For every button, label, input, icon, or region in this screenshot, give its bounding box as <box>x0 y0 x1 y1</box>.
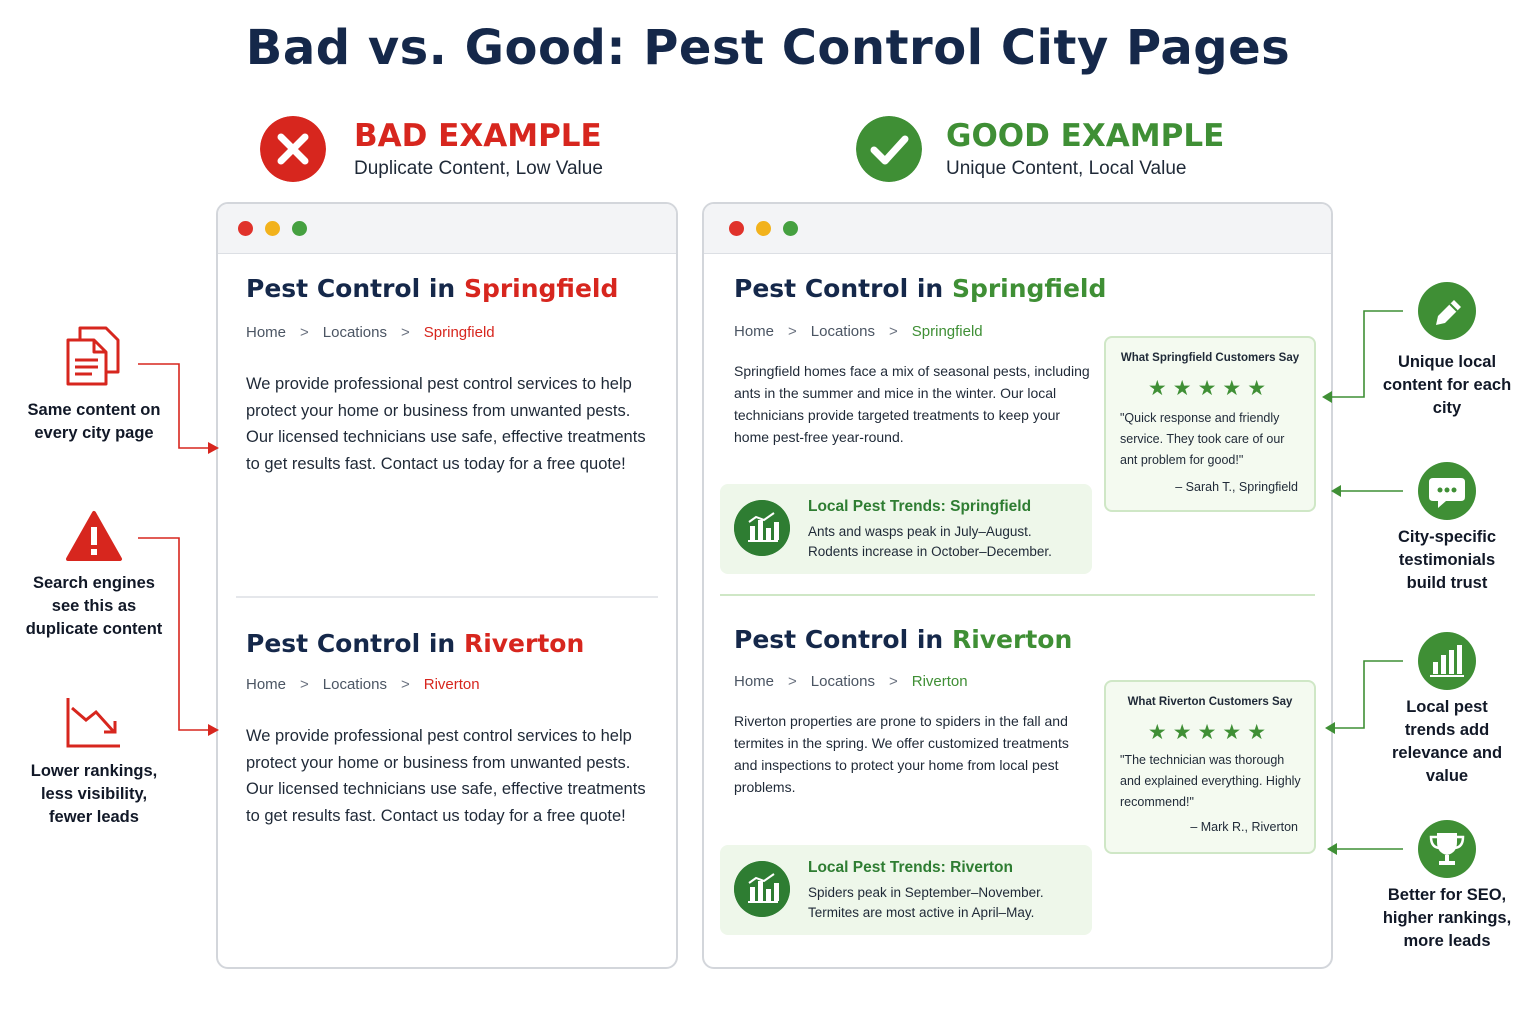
trend-title: Local Pest Trends: Riverton <box>808 859 1013 876</box>
breadcrumb-separator: > <box>788 673 797 690</box>
trend-line: Termites are most active in April–May. <box>808 905 1035 920</box>
trophy-icon <box>1418 820 1476 878</box>
breadcrumb-current[interactable]: Riverton <box>423 676 480 693</box>
testimonial-author: – Mark R., Riverton <box>1190 820 1298 834</box>
testimonial-quote: "The technician was thorough and explained everything. Highly recommend!" <box>1120 753 1301 809</box>
breadcrumb <box>734 323 983 340</box>
trend-line: Ants and wasps peak in July–August. <box>808 524 1032 539</box>
callout-unique-content: Unique local content for each city <box>1382 353 1512 417</box>
callout-lower-rankings: Lower rankings, less visibility, fewer leads <box>30 762 158 826</box>
breadcrumb-current[interactable]: Springfield <box>911 323 983 340</box>
breadcrumb-home[interactable]: Home <box>246 324 287 341</box>
good-city-title-riverton: Pest Control in Riverton <box>734 625 1073 654</box>
bad-example-title: BAD EXAMPLE <box>354 118 602 154</box>
good-body-text: Riverton properties are prone to spiders in the fall and termites in the spring. We offer customized treatments and inspections to protect your home from local pest problems. <box>734 713 1069 795</box>
breadcrumb-home[interactable]: Home <box>246 676 287 693</box>
local-pest-trends-card <box>720 845 1092 935</box>
testimonial-card <box>1104 680 1316 854</box>
breadcrumb-home[interactable]: Home <box>734 673 775 690</box>
callout-duplicate-content: Search engines see this as duplicate content <box>25 574 163 638</box>
section-divider <box>236 596 658 598</box>
breadcrumb-locations[interactable]: Locations <box>810 323 875 340</box>
browser-title-bar <box>704 204 1331 254</box>
breadcrumb-current[interactable]: Springfield <box>423 324 495 341</box>
pencil-icon <box>1418 282 1476 340</box>
testimonial-card <box>1104 336 1316 512</box>
browser-title-bar <box>218 204 676 254</box>
testimonial-heading: What Springfield Customers Say <box>1120 352 1300 364</box>
bad-body-text: We provide professional pest control services to help protect your home or business from unwanted pests. Our licensed technicians use safe, effective treatments to get results fast. Contact us today for a free quote! <box>246 727 646 825</box>
good-body-text: Springfield homes face a mix of seasonal pests, including ants in the summer and mice in the winter. Our local technicians provide targeted treatments to keep your home pest-free year-round. <box>734 363 1090 445</box>
breadcrumb-separator: > <box>401 676 410 693</box>
check-circle-icon <box>856 116 922 182</box>
section-divider <box>720 594 1315 596</box>
breadcrumb-separator: > <box>788 323 797 340</box>
testimonial-quote: "Quick response and friendly service. They took care of our ant problem for good!" <box>1120 411 1285 467</box>
callout-testimonials: City-specific testimonials build trust <box>1397 528 1497 592</box>
testimonial-heading: What Riverton Customers Say <box>1127 696 1293 708</box>
bad-example-subtitle: Duplicate Content, Low Value <box>354 158 603 179</box>
close-window-dot[interactable] <box>729 221 744 236</box>
warning-icon <box>68 513 120 559</box>
trend-line: Spiders peak in September–November. <box>808 885 1044 900</box>
bad-browser-window <box>216 202 678 969</box>
x-circle-icon <box>260 116 326 182</box>
trend-title: Local Pest Trends: Springfield <box>808 498 1032 515</box>
bar-chart-icon <box>1418 632 1476 690</box>
page-title: Bad vs. Good: Pest Control City Pages <box>245 20 1291 76</box>
star-rating: ★★★★★ <box>1147 720 1273 744</box>
local-pest-trends-card <box>720 484 1092 574</box>
breadcrumb <box>734 673 968 690</box>
trend-down-icon <box>68 698 120 746</box>
good-example-title: GOOD EXAMPLE <box>946 118 1225 154</box>
breadcrumb-current[interactable]: Riverton <box>911 673 968 690</box>
star-rating: ★★★★★ <box>1147 376 1273 400</box>
trend-line: Rodents increase in October–December. <box>808 544 1052 559</box>
good-example-header <box>856 112 1276 192</box>
minimize-window-dot[interactable] <box>265 221 280 236</box>
callout-same-content: Same content on every city page <box>27 401 161 442</box>
breadcrumb-separator: > <box>401 324 410 341</box>
breadcrumb-separator: > <box>300 324 309 341</box>
breadcrumb-locations[interactable]: Locations <box>322 676 387 693</box>
testimonial-author: – Sarah T., Springfield <box>1175 480 1298 494</box>
bad-city-title-riverton: Pest Control in Riverton <box>246 629 585 658</box>
breadcrumb <box>246 324 495 341</box>
bad-city-title-springfield: Pest Control in Springfield <box>246 274 619 303</box>
good-city-title-springfield: Pest Control in Springfield <box>734 274 1107 303</box>
good-example-subtitle: Unique Content, Local Value <box>946 158 1187 179</box>
breadcrumb-locations[interactable]: Locations <box>810 673 875 690</box>
breadcrumb-locations[interactable]: Locations <box>322 324 387 341</box>
callout-pest-trends: Local pest trends add relevance and value <box>1391 698 1503 785</box>
chat-bubble-icon <box>1418 462 1476 520</box>
close-window-dot[interactable] <box>238 221 253 236</box>
breadcrumb-separator: > <box>889 323 898 340</box>
callout-better-seo: Better for SEO, higher rankings, more leads <box>1382 886 1512 950</box>
breadcrumb-home[interactable]: Home <box>734 323 775 340</box>
maximize-window-dot[interactable] <box>292 221 307 236</box>
bar-chart-icon <box>734 861 790 917</box>
duplicate-documents-icon <box>68 328 118 384</box>
bar-chart-icon <box>734 500 790 556</box>
minimize-window-dot[interactable] <box>756 221 771 236</box>
maximize-window-dot[interactable] <box>783 221 798 236</box>
breadcrumb-separator: > <box>889 673 898 690</box>
breadcrumb <box>246 676 480 693</box>
bad-example-header <box>260 112 680 192</box>
bad-body-text: We provide professional pest control services to help protect your home or business from unwanted pests. Our licensed technicians use safe, effective treatments to get results fast. Contact us today for a free quote! <box>246 375 646 473</box>
breadcrumb-separator: > <box>300 676 309 693</box>
good-browser-window <box>702 202 1333 969</box>
